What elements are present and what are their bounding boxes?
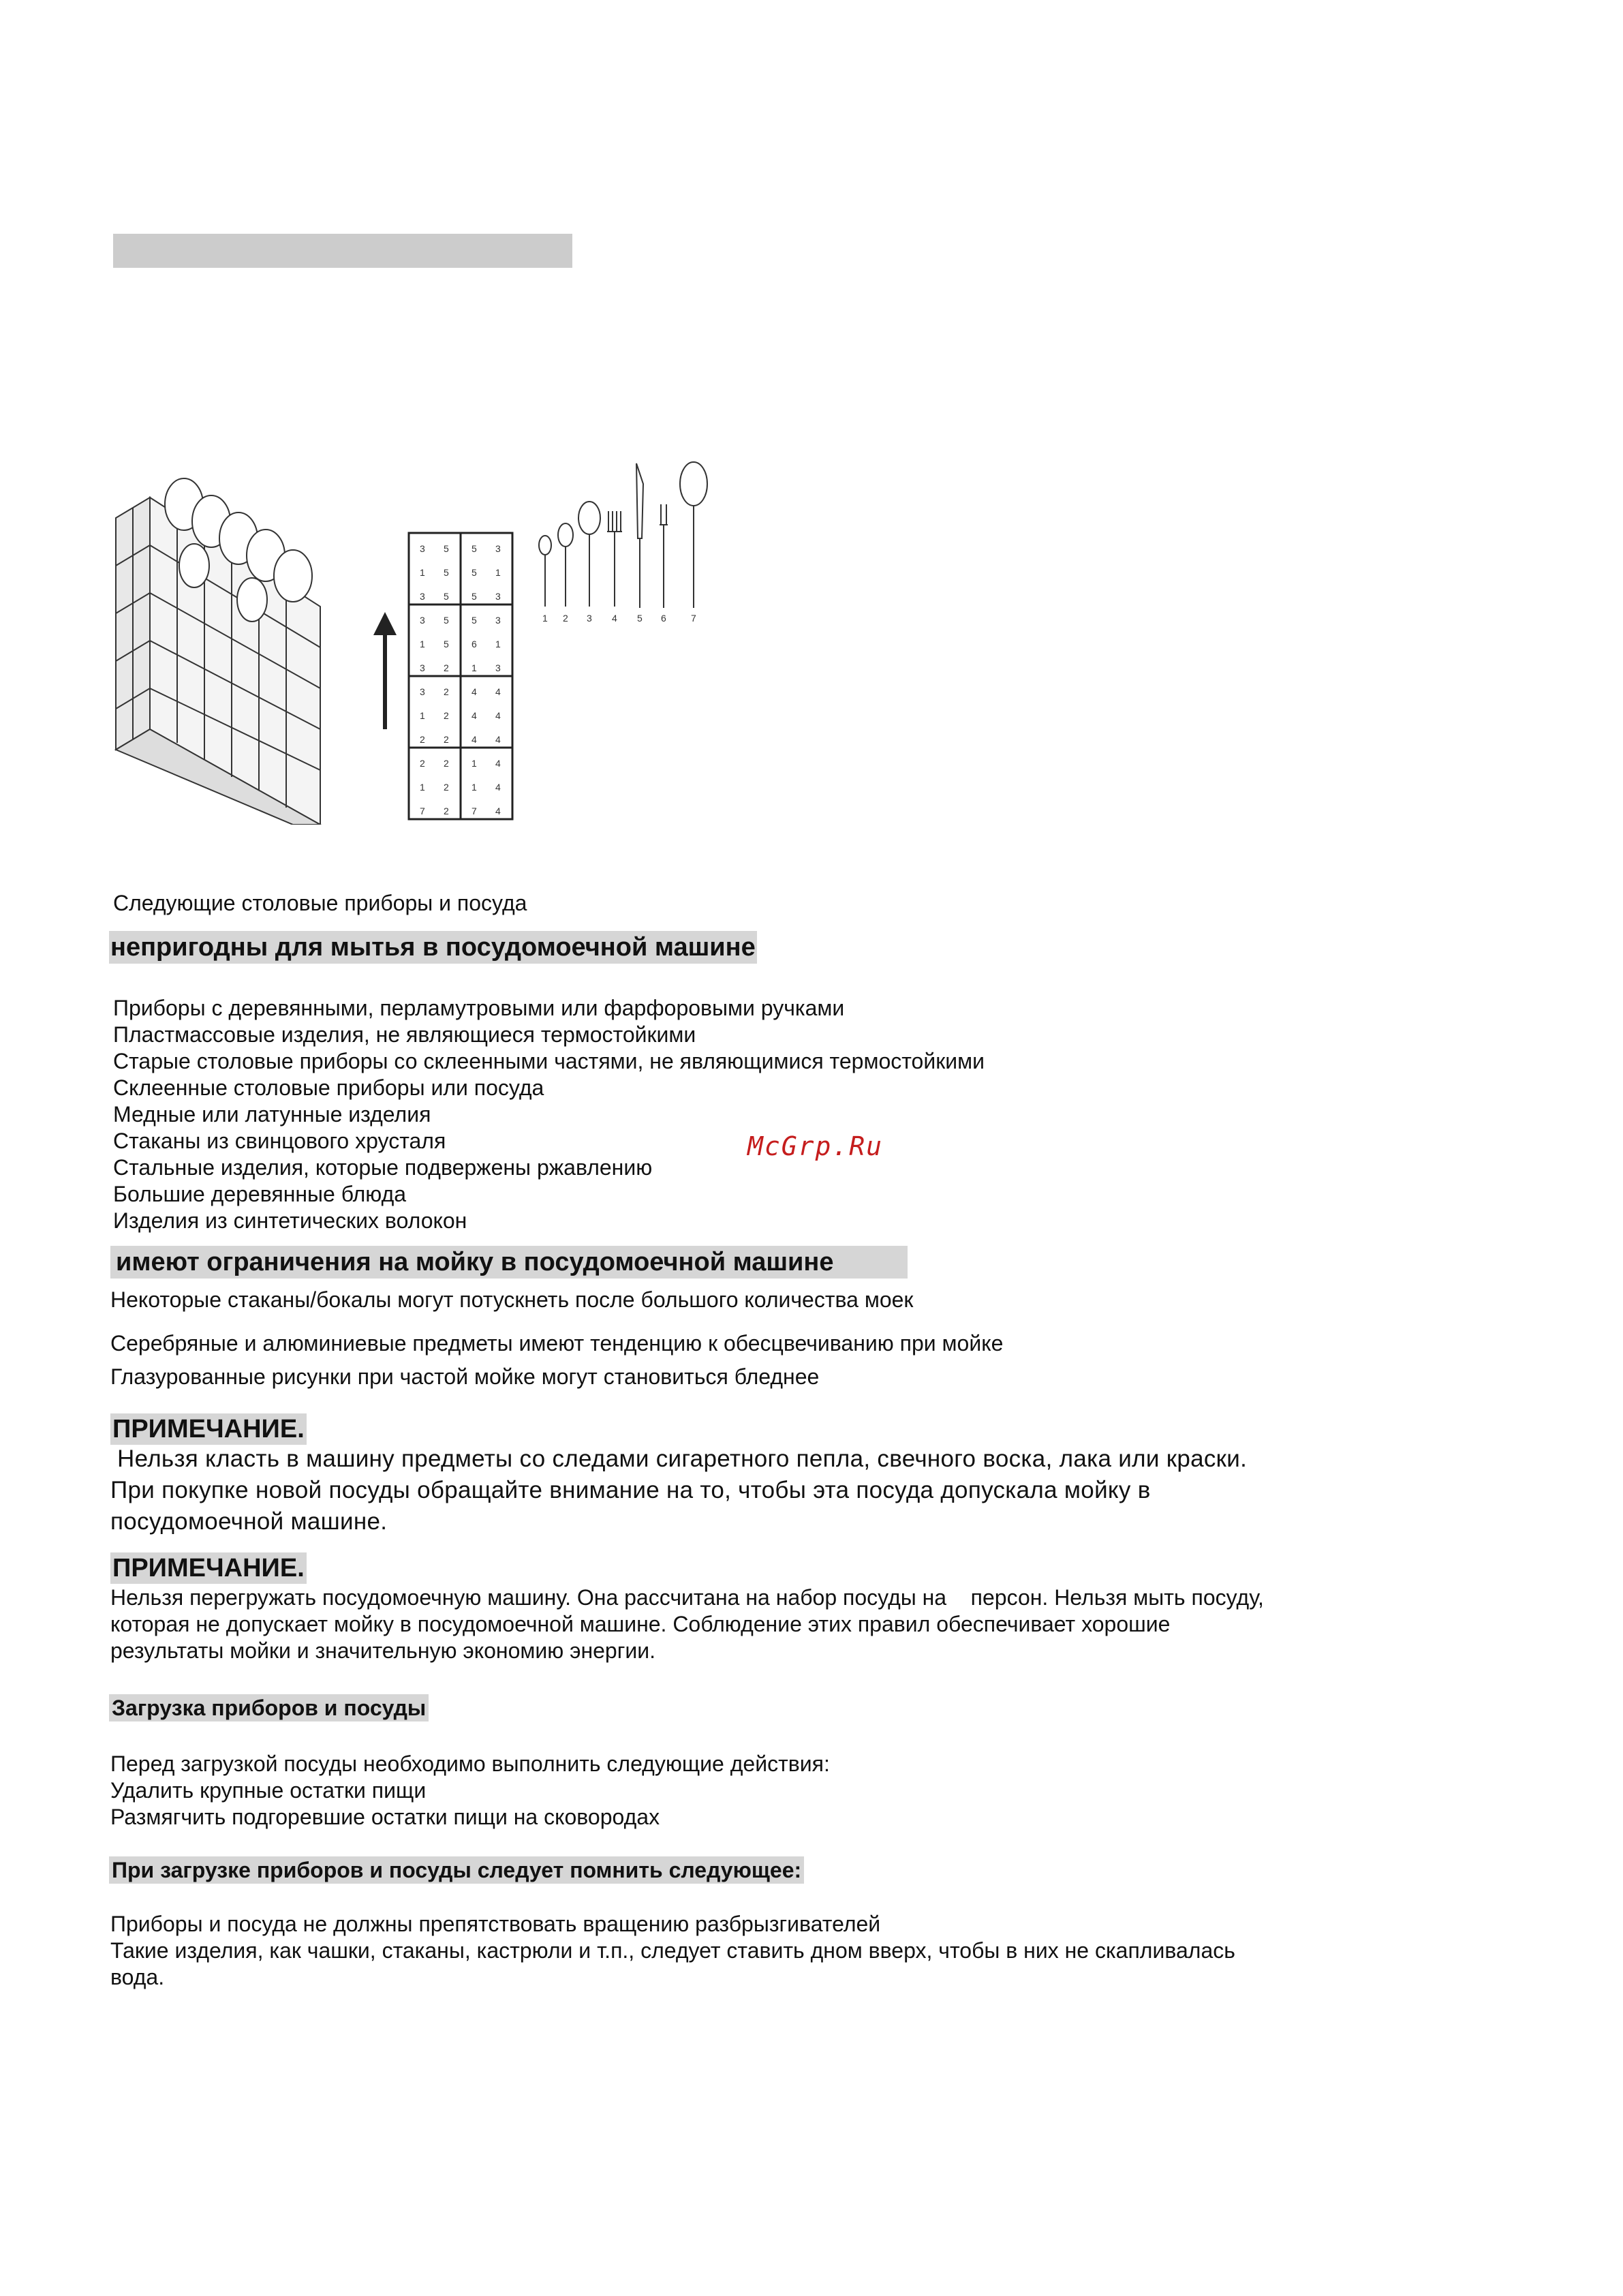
grid-number: 2 (444, 782, 449, 793)
grid-number: 4 (472, 686, 477, 697)
basket-icon (116, 498, 320, 825)
cutlery-number: 2 (563, 613, 568, 624)
loading-line: Удалить крупные остатки пищи (110, 1778, 427, 1803)
grid-number: 3 (420, 543, 425, 554)
note1-line: При покупке новой посуды обращайте внимание на то, чтобы эта посуда допускала мойку в (110, 1477, 1151, 1503)
grid-number: 1 (420, 710, 425, 721)
cutlery-number: 6 (661, 613, 666, 624)
list-item: Большие деревянные блюда (113, 1182, 407, 1206)
grid-number: 4 (495, 686, 501, 697)
grid-number: 2 (444, 806, 449, 816)
loading-line: Размягчить подгоревшие остатки пищи на сковородах (110, 1805, 660, 1829)
list-item: Стаканы из свинцового хрусталя (113, 1129, 446, 1153)
cutlery-number: 1 (542, 613, 548, 624)
list-item: Медные или латунные изделия (113, 1102, 431, 1127)
limited-item: Серебряные и алюминиевые предметы имеют тенденцию к обесцвечиванию при мойке (110, 1331, 1004, 1356)
grid-number: 3 (495, 615, 501, 626)
list-item: Пластмассовые изделия, не являющиеся термостойкими (113, 1022, 696, 1047)
grid-number: 5 (444, 567, 449, 578)
cutlery-numbers (542, 613, 696, 624)
cutlery-number: 5 (637, 613, 643, 624)
remember-line: Приборы и посуда не должны препятствовать вращению разбрызгивателей (110, 1912, 881, 1936)
grid-number: 4 (472, 710, 477, 721)
remember-line: Такие изделия, как чашки, стаканы, кастрюли и т.п., следует ставить дном вверх, чтобы в них не скапливалась (110, 1938, 1235, 1963)
unsuitable-heading: непригодны для мытья в посудомоечной машине (109, 931, 757, 964)
grid-number: 3 (495, 543, 501, 554)
grid-number: 1 (420, 567, 425, 578)
grid-number: 1 (495, 567, 501, 578)
grid-number: 1 (420, 782, 425, 793)
grid-number: 5 (472, 567, 477, 578)
note2-line: Нельзя перегружать посудомоечную машину. Она рассчитана на набор посуды на персон. Нельзя мыть посуду, (110, 1585, 1264, 1610)
grid-number: 3 (420, 686, 425, 697)
grid-number: 1 (472, 782, 477, 793)
grid-number: 4 (495, 806, 501, 816)
grid-number: 1 (420, 639, 425, 649)
grid-number: 4 (495, 782, 501, 793)
grid-number: 2 (444, 662, 449, 673)
cutlery-number: 4 (612, 613, 617, 624)
grid-number: 7 (420, 806, 425, 816)
grid-number: 5 (472, 543, 477, 554)
grid-number: 4 (495, 734, 501, 745)
grid-number: 6 (472, 639, 477, 649)
grid-number: 5 (444, 615, 449, 626)
grid-number: 3 (420, 662, 425, 673)
watermark: McGrp.Ru (747, 1131, 884, 1161)
cutlery-number: 3 (587, 613, 592, 624)
note2-line: которая не допускает мойку в посудомоечной машине. Соблюдение этих правил обеспечивает хорошие (110, 1612, 1171, 1636)
note1-line: Нельзя класть в машину предметы со следами сигаретного пепла, свечного воска, лака или краски. (110, 1445, 1248, 1472)
intro-line: Следующие столовые приборы и посуда (113, 891, 527, 915)
grid-number: 5 (444, 639, 449, 649)
list-item: Старые столовые приборы со склеенными частями, не являющимися термостойкими (113, 1049, 985, 1073)
note2-heading: ПРИМЕЧАНИЕ. (110, 1552, 307, 1584)
grid-number: 5 (444, 543, 449, 554)
grid-number: 3 (420, 615, 425, 626)
limited-item: Глазурованные рисунки при частой мойке могут становиться бледнее (110, 1364, 820, 1389)
grid-number: 2 (444, 710, 449, 721)
grid-number: 2 (444, 758, 449, 769)
limited-item: Некоторые стаканы/бокалы могут потускнеть после большого количества моек (110, 1287, 914, 1312)
remember-line: вода. (110, 1965, 165, 1989)
limited-heading (110, 1246, 908, 1279)
grid-number: 2 (444, 686, 449, 697)
remember-heading: При загрузке приборов и посуды следует помнить следующее: (109, 1856, 804, 1884)
grid-number: 4 (472, 734, 477, 745)
cutlery-icons (539, 462, 707, 608)
list-item: Склеенные столовые приборы или посуда (113, 1075, 544, 1100)
grid-number: 1 (472, 662, 477, 673)
grid-number: 4 (495, 758, 501, 769)
grid-number: 1 (495, 639, 501, 649)
note2-line: результаты мойки и значительную экономию энергии. (110, 1638, 656, 1663)
grid-number: 2 (444, 734, 449, 745)
up-arrow-icon (373, 612, 397, 729)
cutlery-number: 7 (691, 613, 696, 624)
cutlery-basket-figure (109, 457, 736, 825)
grid-number: 4 (495, 710, 501, 721)
grid-number: 3 (495, 591, 501, 602)
header-bar (113, 234, 572, 268)
grid-number: 7 (472, 806, 477, 816)
grid-number: 3 (420, 591, 425, 602)
loading-heading: Загрузка приборов и посуды (109, 1694, 429, 1721)
list-item: Стальные изделия, которые подвержены ржавлению (113, 1155, 653, 1180)
grid-number: 5 (472, 615, 477, 626)
grid-number: 3 (495, 662, 501, 673)
note1-line: посудомоечной машине. (110, 1508, 388, 1535)
grid-number: 1 (472, 758, 477, 769)
note1-heading: ПРИМЕЧАНИЕ. (110, 1413, 307, 1445)
basket-illustration (109, 457, 736, 825)
grid-number: 5 (472, 591, 477, 602)
grid-number: 5 (444, 591, 449, 602)
list-item: Изделия из синтетических волокон (113, 1208, 467, 1233)
loading-line: Перед загрузкой посуды необходимо выполнить следующие действия: (110, 1751, 830, 1776)
limited-heading-text: имеют ограничения на мойку в посудомоечной машине (116, 1248, 834, 1276)
grid-number: 2 (420, 758, 425, 769)
grid-number: 2 (420, 734, 425, 745)
list-item: Приборы с деревянными, перламутровыми или фарфоровыми ручками (113, 996, 845, 1020)
